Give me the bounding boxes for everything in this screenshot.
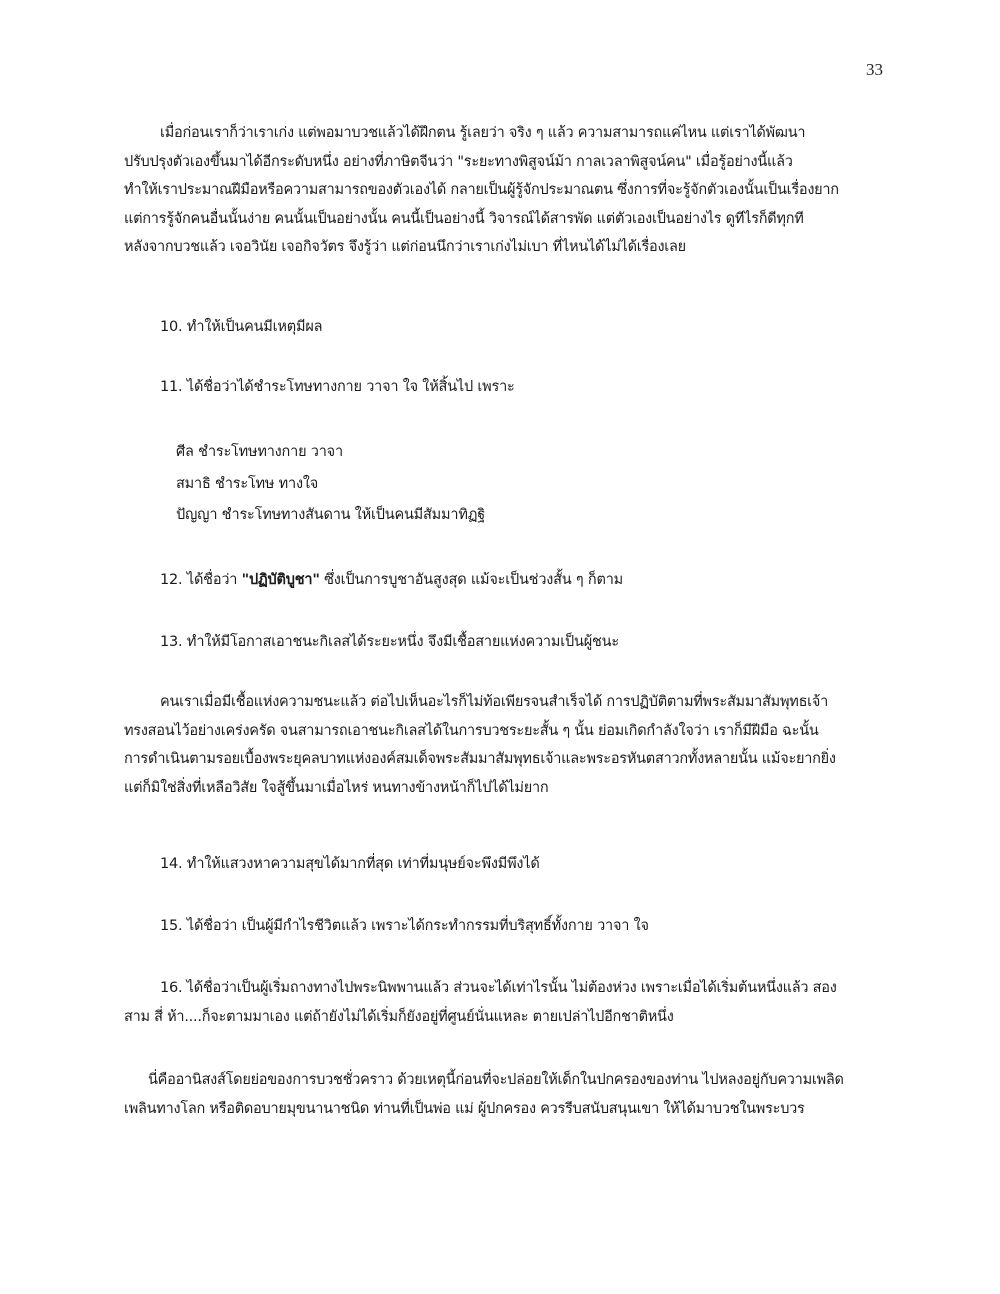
- paragraph-line: สาม สี่ ห้า....ก็จะตามมาเอง แต่ถ้ายังไม่ได้เริ่มก็ยังอยู่ที่ศูนย์นั่นแหละ ตายเปล่าไปอีกชาติหนึ่ง: [124, 1008, 674, 1025]
- list-item-12-suffix: ซึ่งเป็นการบูชาอันสูงสุด แม้จะเป็นช่วงสั้น ๆ ก็ตาม: [319, 572, 624, 588]
- paragraph-line: เพลินทางโลก หรือติดอบายมุขนานาชนิด ท่านที่เป็นพ่อ แม่ ผู้ปกครอง ควรรีบสนับสนุนเขา ให้ได้มาบวชในพระบวร: [124, 1100, 805, 1117]
- list-item-15: 15. ได้ชื่อว่า เป็นผู้มีกำไรชีวิตแล้ว เพราะได้กระทำกรรมที่บริสุทธิ์ทั้งกาย วาจา ใจ: [160, 918, 649, 934]
- paragraph-line: แต่ก็มิใช่สิ่งที่เหลือวิสัย ใจสู้ขึ้นมาเมื่อไหร่ หนทางข้างหน้าก็ไปได้ไม่ยาก: [124, 779, 549, 796]
- paragraph-line: ทรงสอนไว้อย่างเคร่งครัด จนสามารถเอาชนะกิเลสได้ในการบวชระยะสั้น ๆ นั้น ย่อมเกิดกำลังใจว่า เราก็มีฝีมือ ฉะนั้น: [124, 722, 819, 739]
- list-item-12: [160, 568, 623, 591]
- paragraph-line: หลังจากบวชแล้ว เจอวินัย เจอกิจวัตร จึงรู้ว่า แต่ก่อนนึกว่าเราเก่งไม่เบา ที่ไหนได้ไม่ได้เรื่องเลย: [124, 239, 686, 256]
- paragraph-line: 16. ได้ชื่อว่าเป็นผู้เริ่มถางทางไปพระนิพพานแล้ว ส่วนจะได้เท่าไรนั้น ไม่ต้องห่วง เพราะเมื่อได้เริ่มต้นหนึ่งแล้ว สอง: [160, 980, 837, 996]
- page-number: 33: [866, 60, 883, 79]
- paragraph-line: การดำเนินตามรอยเบื้องพระยุคลบาทแห่งองค์สมเด็จพระสัมมาสัมพุทธเจ้าและพระอรหันตสาวกทั้งหลายนั้น แม้จะยากยิ่ง: [124, 751, 836, 768]
- list-item-10: 10. ทำให้เป็นคนมีเหตุมีผล: [160, 319, 323, 335]
- sub-item-samadhi: สมาธิ ชำระโทษ ทางใจ: [176, 476, 319, 492]
- list-item-12-prefix: 12. ได้ชื่อว่า: [160, 572, 242, 588]
- sub-item-panya: ปัญญา ชำระโทษทางสันดาน ให้เป็นคนมีสัมมาทิฏฐิ: [176, 507, 486, 523]
- paragraph-conclusion: [124, 1066, 904, 1123]
- list-item-14: 14. ทำให้แสวงหาความสุขได้มากที่สุด เท่าที่มนุษย์จะพึงมีพึงได้: [160, 856, 540, 872]
- paragraph-winner: [124, 688, 904, 802]
- list-item-13: 13. ทำให้มีโอกาสเอาชนะกิเลสได้ระยะหนึ่ง จึงมีเชื้อสายแห่งความเป็นผู้ชนะ: [160, 634, 619, 650]
- paragraph-line: นี่คืออานิสงส์โดยย่อของการบวชชั่วคราว ด้วยเหตุนี้ก่อนที่จะปล่อยให้เด็กในปกครองของท่าน ไปหลงอยู่กับความเพลิด: [148, 1072, 844, 1088]
- paragraph-line: ทำให้เราประมาณฝีมือหรือความสามารถของตัวเองได้ กลายเป็นผู้รู้จักประมาณตน ซึ่งการที่จะรู้จักตัวเองนั้นเป็นเรื่องยาก: [124, 182, 839, 199]
- paragraph-intro: [124, 119, 904, 262]
- paragraph-line: คนเราเมื่อมีเชื้อแห่งความชนะแล้ว ต่อไปเห็นอะไรก็ไม่ท้อเพียรจนสำเร็จได้ การปฏิบัติตามที่พระสัมมาสัมพุทธเจ้า: [160, 694, 829, 710]
- paragraph-line: เมื่อก่อนเราก็ว่าเราเก่ง แต่พอมาบวชแล้วได้ฝึกตน รู้เลยว่า จริง ๆ แล้ว ความสามารถแค่ไหน แต่เราได้พัฒนา: [160, 125, 806, 141]
- list-item-12-bold-term: "ปฏิบัติบูชา": [241, 572, 320, 588]
- paragraph-line: แต่การรู้จักคนอื่นนั้นง่าย คนนั้นเป็นอย่างนั้น คนนี้เป็นอย่างนี้ วิจารณ์ได้สารพัด แต่ตัวเองเป็นอย่างไร ดูทีไรก็ดีทุกที: [124, 210, 804, 227]
- list-item-16: [124, 974, 904, 1031]
- list-item-11: 11. ได้ชื่อว่าได้ชำระโทษทางกาย วาจา ใจ ให้สิ้นไป เพราะ: [160, 379, 515, 395]
- sub-item-sila: ศีล ชำระโทษทางกาย วาจา: [176, 444, 343, 460]
- paragraph-line: ปรับปรุงตัวเองขึ้นมาได้อีกระดับหนึ่ง อย่างที่ภาษิตจีนว่า "ระยะทางพิสูจน์ม้า กาลเวลาพิสูจน์คน" เมื่อรู้อย่างนี้แล้ว: [124, 153, 793, 170]
